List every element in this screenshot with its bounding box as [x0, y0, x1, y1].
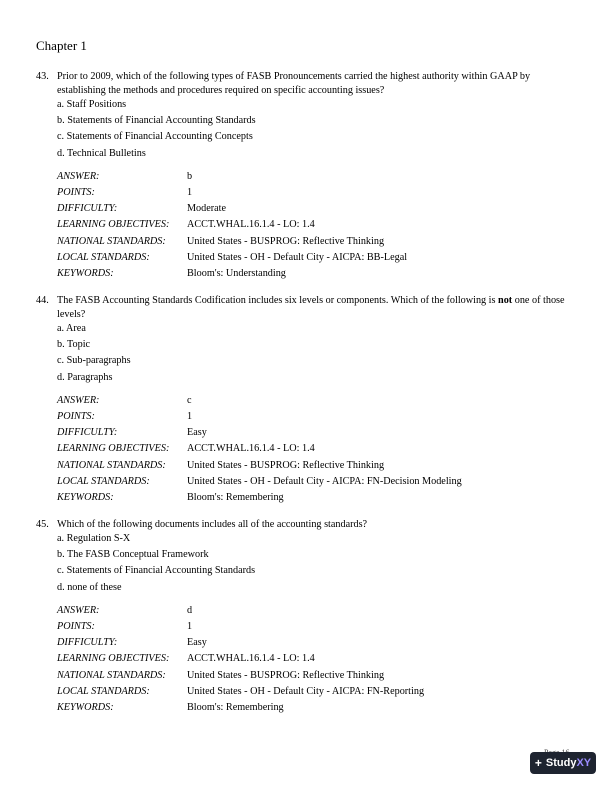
choice-a: a. Regulation S-X	[57, 533, 131, 544]
question-meta	[57, 604, 572, 717]
choice-d: d. Paragraphs	[57, 371, 113, 383]
answer-value: b	[187, 170, 193, 182]
learning-objectives-label: LEARNING OBJECTIVES:	[57, 443, 170, 455]
local-standards-value: United States - OH - Default City - AICPA: BB-Legal	[187, 251, 408, 263]
points-label: POINTS:	[57, 410, 95, 422]
difficulty-label: DIFFICULTY:	[57, 637, 118, 649]
question-body-emphasis: not	[498, 295, 513, 306]
plus-icon: +	[534, 756, 542, 770]
national-standards-label: NATIONAL STANDARDS:	[57, 459, 166, 471]
question-body-start: The FASB Accounting Standards Codification includes six levels or components. Which of the following is	[57, 295, 499, 306]
question-body-end: one of those levels?	[57, 295, 565, 320]
local-standards-label: LOCAL STANDARDS:	[57, 251, 150, 263]
answer-value: d	[187, 604, 193, 616]
keywords-label: KEYWORDS:	[57, 491, 114, 503]
national-standards-value: United States - BUSPROG: Reflective Thinking	[187, 459, 385, 471]
national-standards-label: NATIONAL STANDARDS:	[57, 235, 166, 247]
difficulty-value: Moderate	[187, 203, 227, 215]
choice-list	[57, 322, 572, 387]
choice-list	[57, 98, 572, 163]
choice-c: c. Sub-paragraphs	[57, 355, 131, 367]
question-45	[36, 518, 572, 717]
keywords-label: KEYWORDS:	[57, 267, 114, 279]
keywords-value: Bloom's: Remembering	[187, 701, 284, 713]
learning-objectives-label: LEARNING OBJECTIVES:	[57, 653, 170, 665]
question-text	[36, 518, 572, 532]
learning-objectives-value: ACCT.WHAL.16.1.4 - LO: 1.4	[187, 443, 315, 455]
choice-a: a. Area	[57, 323, 86, 334]
national-standards-label: NATIONAL STANDARDS:	[57, 669, 166, 681]
learning-objectives-value: ACCT.WHAL.16.1.4 - LO: 1.4	[187, 653, 315, 665]
choice-d: d. Technical Bulletins	[57, 147, 146, 159]
answer-value: c	[187, 394, 192, 406]
choice-b: b. The FASB Conceptual Framework	[57, 549, 209, 561]
points-value: 1	[187, 186, 193, 198]
difficulty-value: Easy	[187, 637, 207, 649]
question-body	[57, 294, 572, 322]
choice-c: c. Statements of Financial Accounting Concepts	[57, 131, 253, 143]
points-label: POINTS:	[57, 620, 95, 632]
learning-objectives-label: LEARNING OBJECTIVES:	[57, 219, 170, 231]
difficulty-label: DIFFICULTY:	[57, 203, 118, 215]
points-label: POINTS:	[57, 186, 95, 198]
question-meta	[57, 394, 572, 507]
choice-a: a. Staff Positions	[57, 99, 127, 110]
question-body: Prior to 2009, which of the following types of FASB Pronouncements carried the highest authority within GAAP by establishing the methods and procedures required on specific accounting issues?	[57, 71, 531, 96]
difficulty-value: Easy	[187, 427, 207, 439]
choice-b: b. Topic	[57, 339, 91, 351]
choice-list	[57, 532, 572, 597]
keywords-value: Bloom's: Understanding	[187, 267, 286, 279]
question-meta	[57, 170, 572, 283]
question-body: Which of the following documents includes all of the accounting standards?	[57, 519, 368, 530]
local-standards-label: LOCAL STANDARDS:	[57, 685, 150, 697]
choice-d: d. none of these	[57, 581, 122, 593]
brand-name: Study	[545, 757, 577, 769]
question-number: 45.	[36, 519, 49, 530]
answer-label: ANSWER:	[57, 394, 100, 406]
question-text	[36, 70, 572, 98]
question-44	[36, 294, 572, 507]
question-number: 43.	[36, 71, 49, 82]
studyxy-badge[interactable]	[530, 752, 596, 774]
local-standards-label: LOCAL STANDARDS:	[57, 475, 150, 487]
answer-label: ANSWER:	[57, 604, 100, 616]
points-value: 1	[187, 410, 193, 422]
local-standards-value: United States - OH - Default City - AICPA: FN-Reporting	[187, 685, 425, 697]
question-number: 44.	[36, 295, 49, 306]
question-43	[36, 70, 572, 283]
brand-accent: XY	[576, 757, 592, 769]
chapter-title: Chapter 1	[36, 38, 87, 53]
difficulty-label: DIFFICULTY:	[57, 427, 118, 439]
choice-b: b. Statements of Financial Accounting Standards	[57, 115, 256, 127]
national-standards-value: United States - BUSPROG: Reflective Thinking	[187, 669, 385, 681]
choice-c: c. Statements of Financial Accounting Standards	[57, 565, 256, 577]
points-value: 1	[187, 620, 193, 632]
question-text	[36, 294, 572, 322]
keywords-value: Bloom's: Remembering	[187, 491, 284, 503]
learning-objectives-value: ACCT.WHAL.16.1.4 - LO: 1.4	[187, 219, 315, 231]
local-standards-value: United States - OH - Default City - AICPA: FN-Decision Modeling	[187, 475, 462, 487]
answer-label: ANSWER:	[57, 170, 100, 182]
national-standards-value: United States - BUSPROG: Reflective Thinking	[187, 235, 385, 247]
keywords-label: KEYWORDS:	[57, 701, 114, 713]
